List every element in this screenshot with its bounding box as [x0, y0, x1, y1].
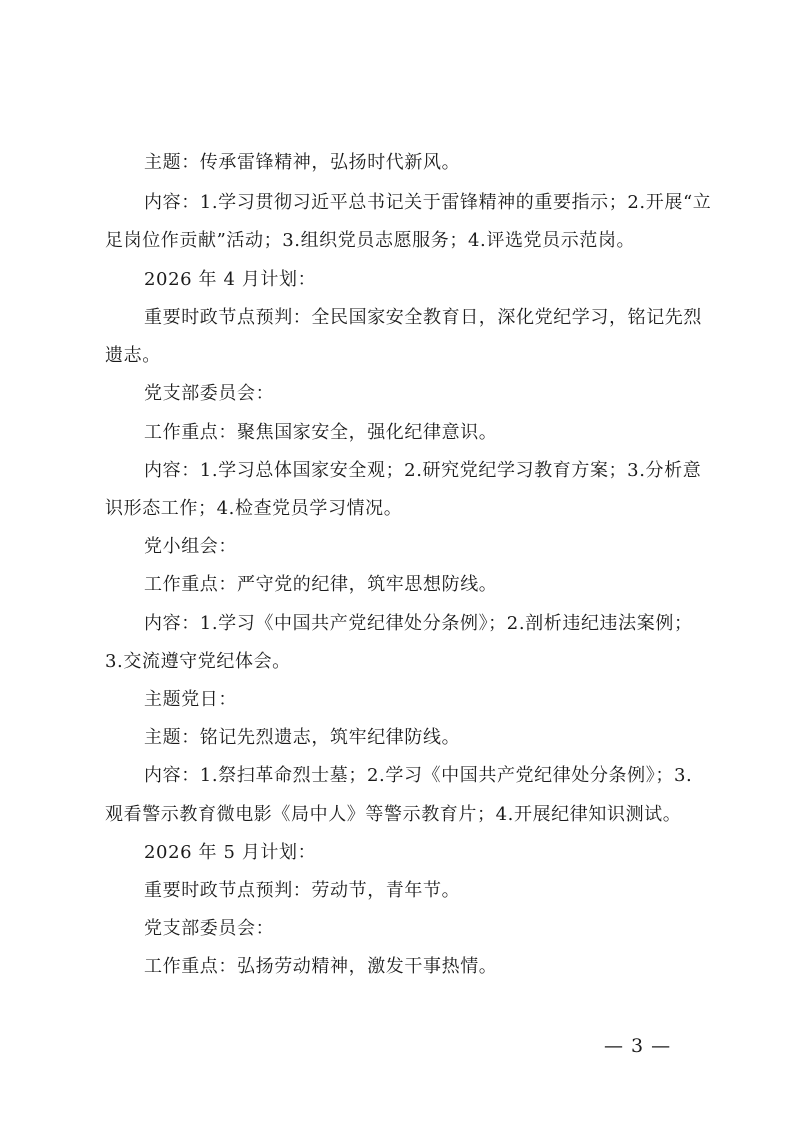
section-heading-april: 2026 年 4 月计划： — [144, 269, 317, 290]
key-dates-line: 重要时政节点预判：劳动节，青年节。 — [144, 880, 461, 901]
subsection-heading: 党支部委员会： — [144, 383, 275, 404]
key-dates-line: 重要时政节点预判：全民国家安全教育日，深化党纪学习，铭记先烈 — [144, 307, 702, 328]
theme-line: 主题：传承雷锋精神，弘扬时代新风。 — [144, 152, 461, 173]
content-line: 内容：1.祭扫革命烈士墓；2.学习《中国共产党纪律处分条例》；3. — [144, 765, 693, 786]
key-dates-line-continued: 遗志。 — [105, 345, 161, 366]
content-line-continued: 3.交流遵守党纪体会。 — [105, 651, 291, 672]
content-line-continued: 足岗位作贡献”活动；3.组织党员志愿服务；4.评选党员示范岗。 — [105, 230, 636, 251]
work-focus-line: 工作重点：严守党的纪律，筑牢思想防线。 — [144, 574, 498, 595]
subsection-heading: 党小组会： — [144, 536, 237, 557]
section-heading-may: 2026 年 5 月计划： — [144, 842, 317, 863]
content-line: 内容：1.学习贯彻习近平总书记关于雷锋精神的重要指示；2.开展“立 — [144, 192, 712, 213]
subsection-heading: 主题党日： — [144, 689, 237, 710]
content-line: 内容：1.学习《中国共产党纪律处分条例》；2.剖析违纪违法案例； — [144, 613, 693, 634]
work-focus-line: 工作重点：聚焦国家安全，强化纪律意识。 — [144, 422, 498, 443]
page-number: — 3 — — [604, 1035, 672, 1057]
content-line-continued: 观看警示教育微电影《局中人》等警示教育片；4.开展纪律知识测试。 — [105, 804, 682, 825]
theme-line: 主题：铭记先烈遗志，筑牢纪律防线。 — [144, 727, 461, 748]
subsection-heading: 党支部委员会： — [144, 918, 275, 939]
content-line-continued: 识形态工作；4.检查党员学习情况。 — [105, 498, 403, 519]
content-line: 内容：1.学习总体国家安全观；2.研究党纪学习教育方案；3.分析意 — [144, 460, 702, 481]
work-focus-line: 工作重点：弘扬劳动精神，激发干事热情。 — [144, 956, 498, 977]
